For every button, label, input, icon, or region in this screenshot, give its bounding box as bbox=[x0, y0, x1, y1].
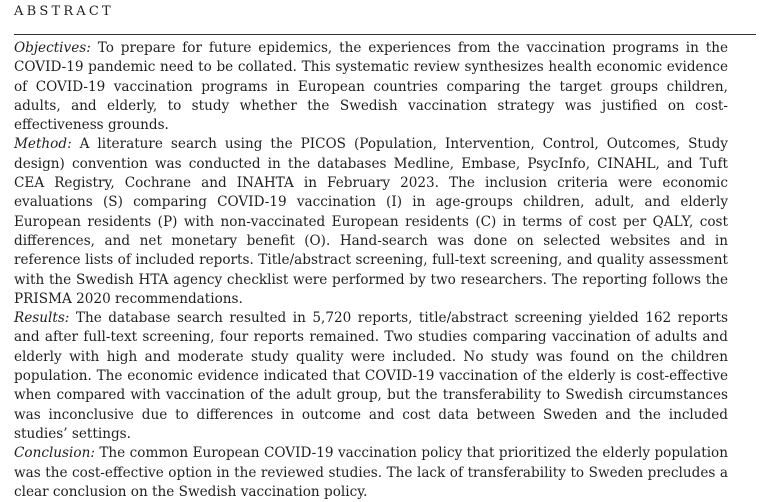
heading-divider bbox=[14, 34, 756, 35]
abstract-block bbox=[14, 0, 728, 502]
conclusion-text: The common European COVID-19 vaccination policy that prioritized the elderly population was the cost-effective option in the reviewed studies. The lack of transferability to Sweden precludes a clear conclusion on the Swedish vaccination policy. bbox=[14, 445, 728, 500]
objectives-text: To prepare for future epidemics, the experiences from the vaccination programs in the COVID-19 pandemic need to be collated. This systematic review synthesizes health economic evidence of COVID-19 vaccination programs in European countries comparing the target groups children, adults, and elderly, to study whether the Swedish vaccination strategy was justified on cost-effectiveness grounds. bbox=[14, 40, 728, 134]
abstract-heading: ABSTRACT bbox=[14, 4, 114, 19]
conclusion-paragraph bbox=[14, 444, 728, 502]
conclusion-label: Conclusion: bbox=[14, 445, 95, 462]
method-label: Method: bbox=[14, 136, 72, 153]
results-text: The database search resulted in 5,720 reports, title/abstract screening yielded 162 reports and after full-text screening, four reports remained. Two studies comparing vaccination of adults and elderly with high and moderate study quality were included. No study was found on the children population. The economic evidence indicated that COVID-19 vaccination of the elderly is cost-effective when compared with vaccination of the adult group, but the transferability to Swedish circumstances was inconclusive due to differences in outcome and cost data between Sweden and the included studies’ settings. bbox=[14, 310, 728, 442]
method-text: A literature search using the PICOS (Population, Intervention, Control, Outcomes, Study design) convention was conducted in the databases Medline, Embase, PsycInfo, CINAHL, and Tuft CEA Registry, Cochrane and INAHTA in February 2023. The inclusion criteria were economic evaluations (S) comparing COVID-19 vaccination (I) in age-groups children, adult, and elderly European residents (P) with non-vaccinated European residents (C) in terms of cost per QALY, cost differences, and net monetary benefit (O). Hand-search was done on selected websites and in reference lists of included reports. Title/abstract screening, full-text screening, and quality assessment with the Swedish HTA agency checklist were performed by two researchers. The reporting follows the PRISMA 2020 recommendations. bbox=[14, 136, 728, 307]
objectives-paragraph bbox=[14, 39, 728, 135]
results-label: Results: bbox=[14, 310, 70, 327]
method-paragraph bbox=[14, 135, 728, 309]
results-paragraph bbox=[14, 309, 728, 444]
objectives-label: Objectives: bbox=[14, 40, 91, 56]
